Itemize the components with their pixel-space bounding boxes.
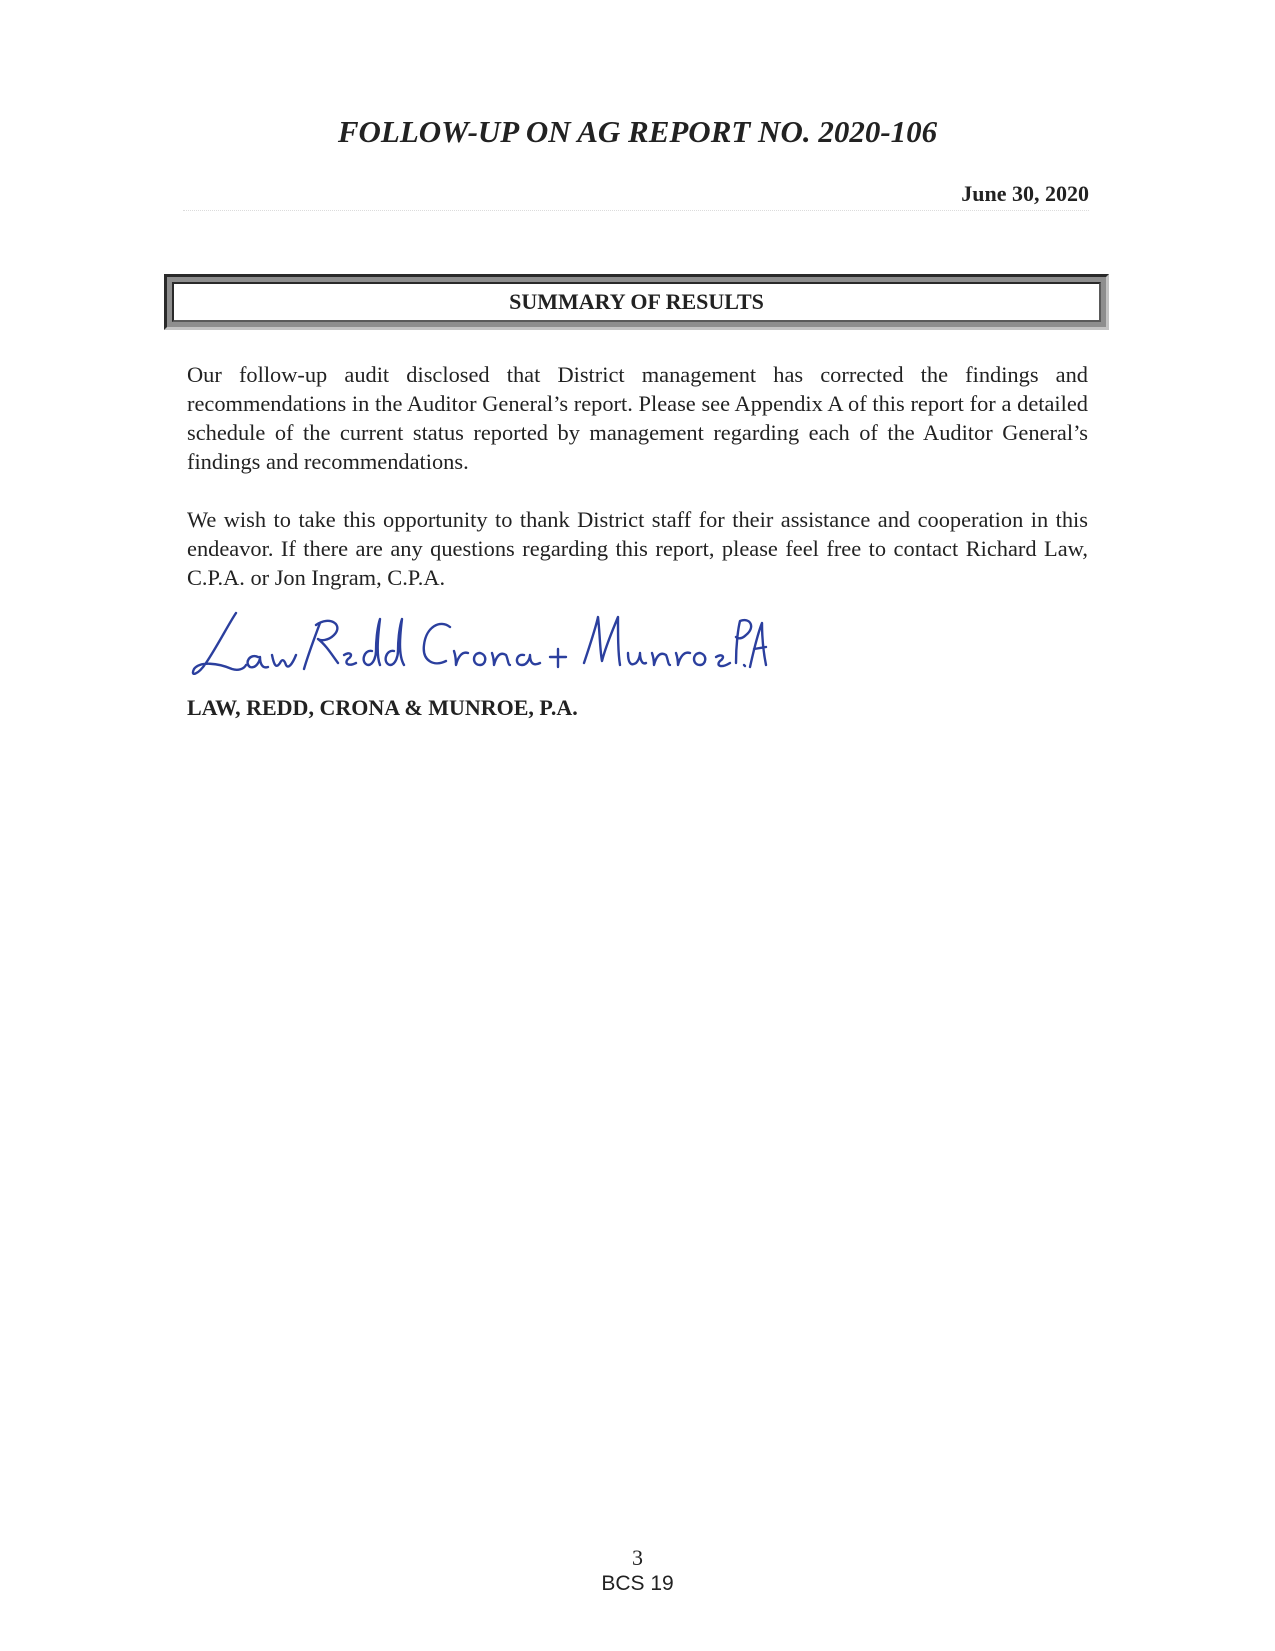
summary-heading-inner <box>172 282 1101 322</box>
report-title: FOLLOW-UP ON AG REPORT NO. 2020-106 <box>337 114 938 149</box>
summary-heading: SUMMARY OF RESULTS <box>509 289 764 314</box>
report-date: June 30, 2020 <box>961 181 1089 206</box>
handwritten-signature <box>188 605 768 685</box>
document-code: BCS 19 <box>601 1572 674 1595</box>
date-divider <box>183 210 1089 211</box>
page-number: 3 <box>632 1545 643 1570</box>
summary-heading-box <box>164 274 1109 330</box>
summary-paragraph-2: We wish to take this opportunity to thank District staff for their assistance and cooperation in this endeavor. If there are any questions regarding this report, please feel free to contact Richard Law, C.P.A. or Jon Ingram, C.P.A. <box>187 507 1088 590</box>
firm-name: LAW, REDD, CRONA & MUNROE, P.A. <box>187 695 578 720</box>
summary-paragraph-1: Our follow-up audit disclosed that District management has corrected the findings and recommendations in the Auditor General’s report. Please see Appendix A of this report for a detailed schedule of the current status reported by management regarding each of the Auditor General’s findings and recommendations. <box>187 362 1088 474</box>
